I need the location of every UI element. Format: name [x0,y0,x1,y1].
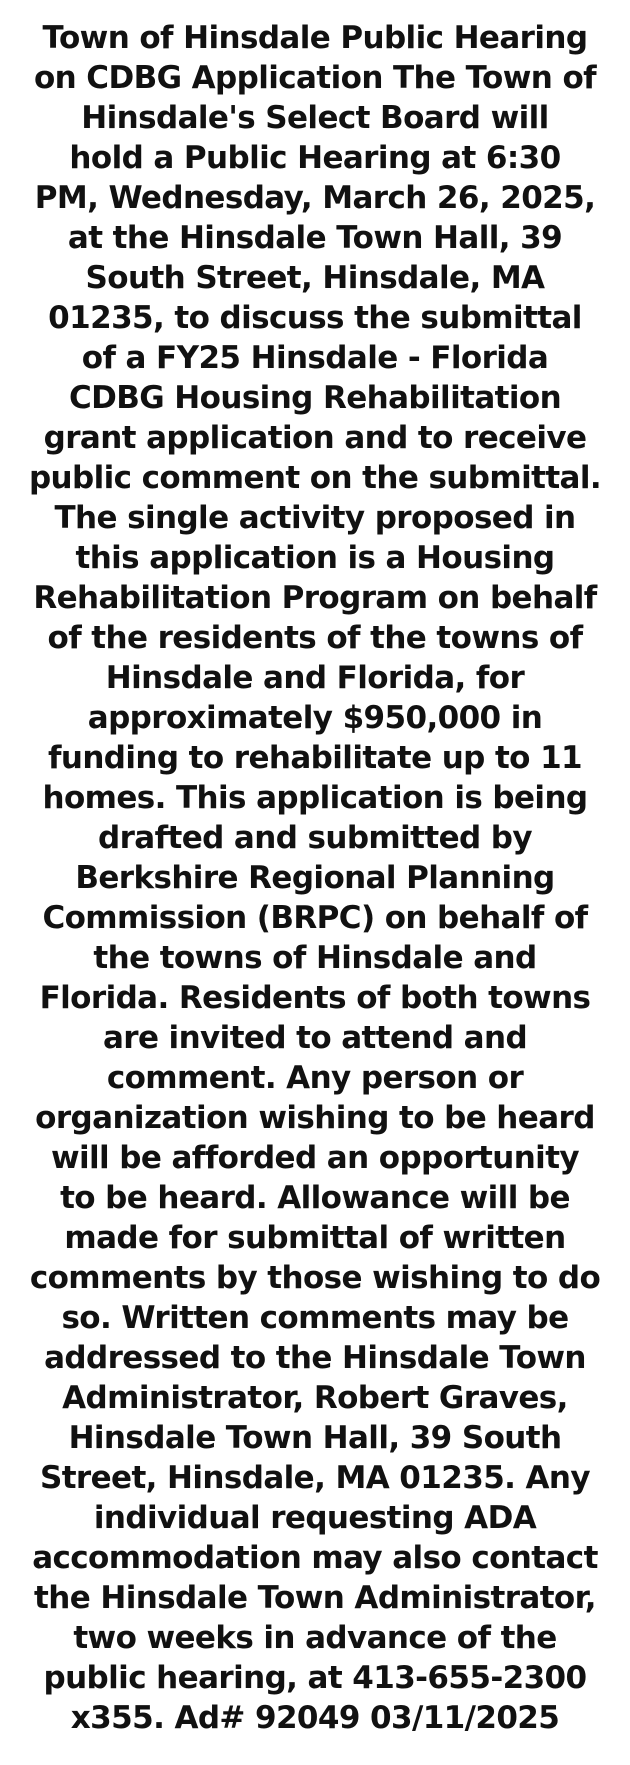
notice-line: Rehabilitation Program on behalf [33,580,597,616]
notice-line: Street, Hinsdale, MA 01235. Any [39,1460,590,1496]
notice-line: comment. Any person or [106,1060,524,1096]
notice-line: the Hinsdale Town Administrator, [34,1580,596,1616]
notice-line: public hearing, at 413-655-2300 [43,1660,587,1696]
notice-line: x355. Ad# 92049 03/11/2025 [70,1700,560,1736]
notice-line: CDBG Housing Rehabilitation [68,380,562,416]
notice-line: Town of Hinsdale Public Hearing [42,20,588,56]
notice-line: Hinsdale's Select Board will [81,100,549,136]
notice-line: the towns of Hinsdale and [93,940,537,976]
notice-line: PM, Wednesday, March 26, 2025, [34,180,596,216]
notice-line: at the Hinsdale Town Hall, 39 [67,220,563,256]
notice-line: hold a Public Hearing at 6:30 [69,140,561,176]
notice-line: made for submittal of written [64,1220,566,1256]
notice-line: drafted and submitted by [98,820,532,856]
notice-line: 01235, to discuss the submittal [48,300,582,336]
notice-line: comments by those wishing to do [29,1260,601,1296]
notice-line: homes. This application is being [42,780,588,816]
notice-line: two weeks in advance of the [73,1620,557,1656]
notice-line: are invited to attend and [102,1020,528,1056]
notice-line: addressed to the Hinsdale Town [44,1340,586,1376]
notice-line: of the residents of the towns of [47,620,583,656]
notice-line: Administrator, Robert Graves, [62,1380,568,1416]
notice-line: Florida. Residents of both towns [39,980,591,1016]
notice-line: The single activity proposed in [54,500,576,536]
notice-line: this application is a Housing [75,540,555,576]
notice-line: so. Written comments may be [61,1300,569,1336]
notice-line: of a FY25 Hinsdale - Florida [81,340,549,376]
notice-line: to be heard. Allowance will be [60,1180,570,1216]
notice-line: Hinsdale Town Hall, 39 South [68,1420,562,1456]
notice-line: accommodation may also contact [32,1540,598,1576]
notice-line: South Street, Hinsdale, MA [85,260,545,296]
notice-line: on CDBG Application The Town of [33,60,597,96]
notice-line: organization wishing to be heard [35,1100,595,1136]
notice-line: will be afforded an opportunity [50,1140,580,1176]
notice-line: individual requesting ADA [93,1500,537,1536]
notice-line: Hinsdale and Florida, for [105,660,525,696]
notice-line: Berkshire Regional Planning [75,860,555,896]
notice-line: public comment on the submittal. [28,460,602,496]
notice-line: grant application and to receive [43,420,587,456]
notice-line: funding to rehabilitate up to 11 [47,740,583,776]
notice-line: approximately $950,000 in [87,700,543,736]
notice-line: Commission (BRPC) on behalf of [42,900,588,936]
